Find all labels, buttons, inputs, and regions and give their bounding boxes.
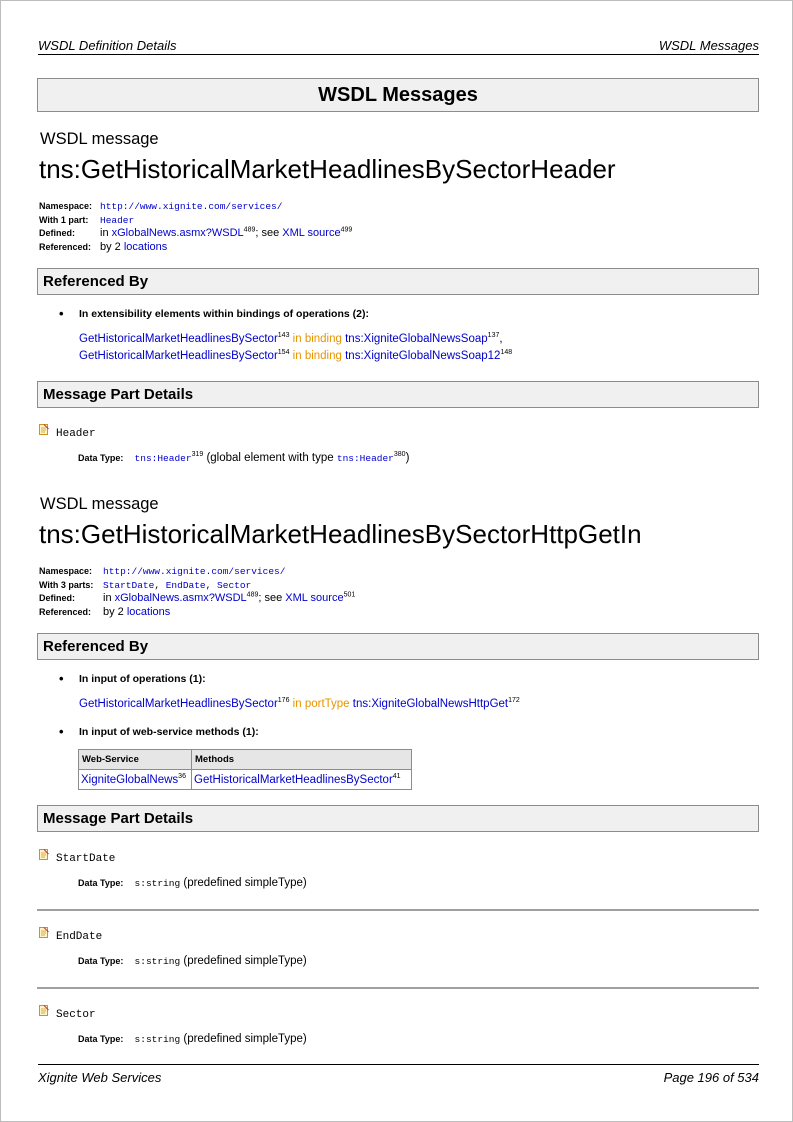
namespace-label: Namespace: (39, 201, 93, 211)
defined-label: Defined: (39, 593, 75, 603)
web-service-table (78, 749, 412, 790)
relation-text: in portType (292, 698, 350, 710)
locations-link[interactable]: locations (123, 240, 168, 253)
defined-in-text: in (100, 227, 109, 239)
message-name: tns:GetHistoricalMarketHeadlinesBySectorHttpGetIn (39, 519, 642, 549)
namespace-link[interactable]: http://www.xignite.com/services/ (103, 566, 286, 577)
section-message-part-details: Message Part Details (37, 381, 759, 408)
type-link[interactable]: tns:Header (134, 453, 192, 464)
ref-number: 380 (393, 451, 406, 459)
part-name: Header (56, 428, 96, 440)
wsdl-file-link[interactable]: xGlobalNews.asmx?WSDL (114, 592, 247, 604)
ref-line (79, 698, 520, 710)
xml-source-link[interactable]: XML source (285, 592, 344, 604)
part-name: Sector (56, 1009, 96, 1021)
part-data-type (78, 955, 307, 967)
method-link[interactable]: GetHistoricalMarketHeadlinesBySector (194, 773, 393, 786)
ref-number: 41 (392, 772, 401, 780)
table-row (79, 770, 412, 790)
referenced-label: Referenced: (39, 606, 92, 617)
part-link[interactable]: Header (100, 214, 135, 226)
ref-line (79, 333, 503, 345)
namespace-label: Namespace: (39, 566, 93, 576)
message-kind-label: WSDL message (40, 495, 159, 513)
see-text: ; see (255, 227, 280, 239)
part-name: EndDate (56, 931, 103, 943)
message-part-icon (39, 1005, 49, 1017)
namespace-link[interactable]: http://www.xignite.com/services/ (100, 201, 283, 212)
part-link[interactable]: EndDate (165, 579, 206, 591)
defined-value (103, 592, 355, 606)
ref-group-heading: • In extensibility elements within bindings of operations (2): (59, 308, 369, 320)
section-referenced-by: Referenced By (37, 633, 759, 660)
header-left: WSDL Definition Details (38, 38, 177, 53)
table-cell (192, 770, 412, 790)
table-cell (79, 770, 192, 790)
data-type-label: Data Type: (78, 1034, 124, 1044)
type-name: s:string (134, 956, 181, 967)
defined-in-text: in (103, 592, 112, 604)
column-header: Web-Service (79, 750, 192, 770)
part-link[interactable]: Sector (217, 579, 252, 591)
running-header (38, 38, 759, 55)
binding-link[interactable]: tns:XigniteGlobalNewsSoap (345, 333, 488, 345)
type-name: s:string (134, 878, 181, 889)
binding-link[interactable]: tns:XigniteGlobalNewsSoap12 (345, 350, 501, 362)
ref-number: 501 (343, 591, 356, 599)
web-service-link[interactable]: XigniteGlobalNews (81, 773, 179, 786)
message-part-icon (39, 424, 49, 436)
parts-label: With 1 part: (39, 214, 89, 225)
porttype-link[interactable]: tns:XigniteGlobalNewsHttpGet (352, 698, 509, 710)
separator-text: , (499, 333, 503, 345)
type-description-end: ) (405, 452, 410, 464)
type-description: (predefined simpleType) (183, 877, 307, 889)
page-title: WSDL Messages (37, 78, 759, 112)
operation-link[interactable]: GetHistoricalMarketHeadlinesBySector (79, 698, 278, 710)
wsdl-file-link[interactable]: xGlobalNews.asmx?WSDL (111, 227, 244, 239)
data-type-label: Data Type: (78, 453, 124, 463)
ref-number: 36 (178, 772, 186, 780)
type-name: s:string (134, 1034, 181, 1045)
type-link[interactable]: tns:Header (336, 453, 394, 464)
footer-left: Xignite Web Services (38, 1070, 162, 1085)
message-name: tns:GetHistoricalMarketHeadlinesBySectorHeader (39, 154, 616, 184)
header-right: WSDL Messages (658, 38, 759, 53)
part-data-type (78, 877, 307, 889)
data-type-label: Data Type: (78, 956, 124, 966)
page-number: Page 196 of 534 (663, 1070, 759, 1085)
parts-label: With 3 parts: (39, 579, 94, 590)
referenced-count: by 2 (100, 240, 121, 253)
type-description: (global element with type (206, 452, 334, 464)
message-part-icon (39, 927, 49, 939)
ref-number: 137 (487, 332, 500, 340)
operation-link[interactable]: GetHistoricalMarketHeadlinesBySector (79, 350, 278, 362)
ref-line (79, 350, 512, 362)
type-description: (predefined simpleType) (183, 1033, 307, 1045)
ref-number: 172 (508, 697, 520, 705)
type-description: (predefined simpleType) (183, 955, 307, 967)
part-divider (37, 987, 759, 989)
part-name: StartDate (56, 853, 116, 865)
column-header: Methods (192, 750, 412, 770)
referenced-value (103, 606, 170, 620)
referenced-count: by 2 (103, 605, 124, 618)
running-footer (38, 1064, 759, 1086)
message-part-icon (39, 849, 49, 861)
locations-link[interactable]: locations (126, 605, 171, 618)
ref-number: 154 (277, 349, 290, 357)
ref-group-heading: • In input of operations (1): (59, 673, 206, 685)
part-data-type (78, 452, 409, 464)
defined-value (100, 227, 352, 241)
operation-link[interactable]: GetHistoricalMarketHeadlinesBySector (79, 333, 278, 345)
relation-text: in binding (292, 333, 342, 345)
referenced-label: Referenced: (39, 241, 92, 252)
part-data-type (78, 1033, 307, 1045)
ref-number: 499 (340, 226, 353, 234)
part-link[interactable]: StartDate (103, 579, 155, 591)
table-header-row (79, 750, 412, 770)
xml-source-link[interactable]: XML source (282, 227, 341, 239)
section-message-part-details: Message Part Details (37, 805, 759, 832)
ref-number: 148 (500, 349, 513, 357)
data-type-label: Data Type: (78, 878, 124, 888)
ref-number: 489 (246, 591, 259, 599)
ref-number: 319 (191, 451, 204, 459)
section-referenced-by: Referenced By (37, 268, 759, 295)
ref-number: 489 (243, 226, 256, 234)
ref-number: 143 (277, 332, 290, 340)
referenced-value (100, 241, 167, 255)
ref-number: 176 (277, 697, 290, 705)
part-divider (37, 909, 759, 911)
message-kind-label: WSDL message (40, 130, 159, 148)
relation-text: in binding (292, 350, 342, 362)
see-text: ; see (258, 592, 283, 604)
defined-label: Defined: (39, 228, 75, 238)
parts-list: StartDate, EndDate, Sector (103, 579, 252, 591)
ref-group-heading: • In input of web-service methods (1): (59, 726, 259, 738)
